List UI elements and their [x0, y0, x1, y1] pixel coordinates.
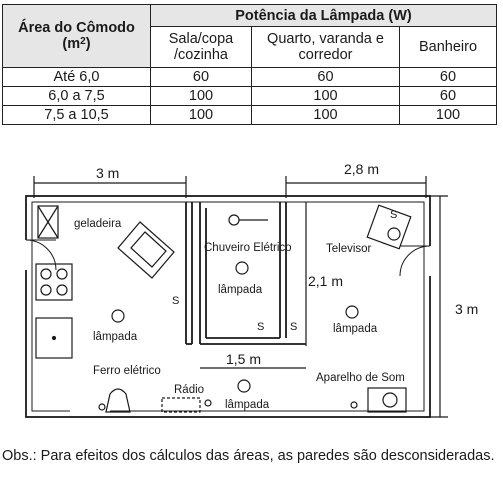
label-lampada: lâmpada [93, 331, 138, 343]
dimension-bathroom-height: 2,1 m [308, 273, 344, 289]
dimension-right-width: 2,8 m [344, 161, 380, 177]
table-row: 7,5 a 10,5 100 100 100 [3, 106, 497, 125]
label-lampada: lâmpada [218, 284, 263, 296]
table-row: 6,0 a 7,5 100 100 60 [3, 87, 497, 106]
label-televisor: Televisor [326, 243, 372, 255]
label-ferro: Ferro elétrico [93, 365, 161, 377]
power-header: Potência da Lâmpada (W) [151, 5, 497, 27]
area-header: Área do Cômodo $(m^2)$ [3, 5, 151, 68]
label-lampada: lâmpada [225, 399, 270, 411]
switch-label: S [257, 321, 265, 333]
label-geladeira: geladeira [74, 218, 122, 230]
subheader-banheiro: Banheiro [400, 27, 497, 68]
label-som: Aparelho de Som [316, 372, 405, 384]
dimension-left-width: 3 m [96, 165, 120, 181]
switch-label: S [390, 209, 398, 221]
lamp-power-table [2, 4, 497, 125]
dimension-height: 3 m [455, 301, 479, 317]
switch-label: S [290, 321, 298, 333]
dimension-bathroom-width: 1,5 m [226, 351, 262, 367]
label-radio: Rádio [174, 384, 205, 396]
footnote: Obs.: Para efeitos dos cálculos das áreas, as paredes são desconsideradas. [2, 448, 495, 464]
label-lampada: lâmpada [333, 323, 378, 335]
subheader-sala: Sala/copa /cozinha [151, 27, 252, 68]
subheader-quarto: Quarto, varanda e corredor [252, 27, 400, 68]
table-row: Até 6,0 60 60 60 [3, 68, 497, 87]
switch-label: S [172, 295, 180, 307]
floor-plan [0, 150, 503, 440]
label-chuveiro: Chuveiro Elétrico [204, 242, 292, 254]
